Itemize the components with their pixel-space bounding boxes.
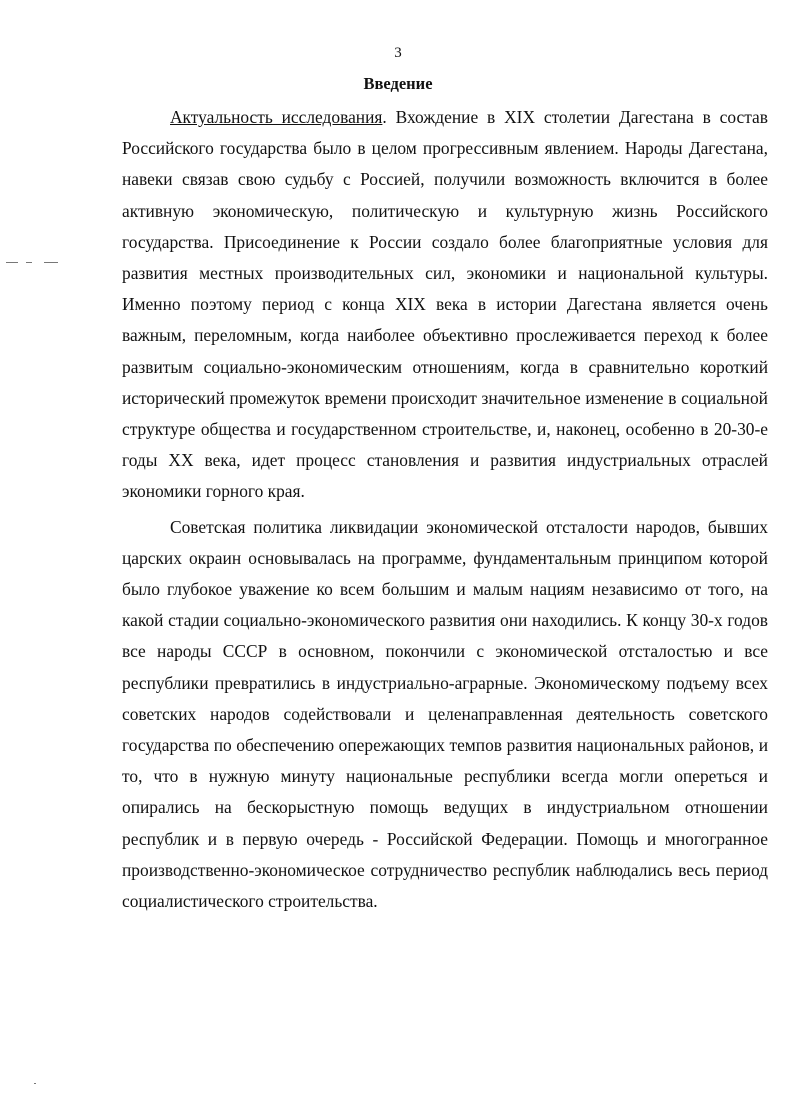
- paragraph-text: Советская политика ликвидации экономической отсталости народов, бывших царских окраин основывалась на программе, фундаментальным принципом которой было глубокое уважение ко всем большим и малым нациям независимо от того, на какой стадии социально-экономического развития они находились. К концу 30-х годов все народы СССР в основном, покончили с экономической отсталостью и все республики превратились в индустриально-аграрные. Экономическому подъему всех советских народов содействовали и целенаправленная деятельность советского государства по обеспечению опережающих темпов развития национальных районов, и то, что в нужную минуту национальные республики всегда могли опереться и опирались на бескорыстную помощь ведущих в индустриальном отношении республик и в первую очередь - Российской Федерации. Помощь и многогранное производственно-экономическое сотрудничество республик наблюдались весь период социалистического строительства.: [122, 516, 768, 912]
- paragraph-text: . Вхождение в XIX столетии Дагестана в состав Российского государства было в целом прогрессивным явлением. Народы Дагестана, навеки связав свою судьбу с Россией, получили возможность включится в более активную экономическую, политическую и культурную жизнь Российского государства. Присоединение к России создало более благоприятные условия для развития местных производительных сил, экономики и национальной культуры. Именно поэтому период с конца XIX века в истории Дагестана является очень важным, переломным, когда наиболее объективно прослеживается переход к более развитым социально-экономическим отношениям, когда в сравнительно короткий исторический промежуток времени происходит значительное изменение в социальной структуре общества и государственном строительстве, и, наконец, особенно в 20-30-е годы XX века, идет процесс становления и развития индустриальных отраслей экономики горного края.: [122, 107, 768, 502]
- scan-artifact-mark: [34, 1083, 36, 1084]
- scan-artifact-mark: [44, 262, 58, 263]
- paragraph-lead-heading: Актуальность исследования: [170, 107, 383, 127]
- scan-artifact-mark: [26, 262, 32, 263]
- page-number: 3: [394, 45, 402, 61]
- document-body: [122, 102, 768, 917]
- scan-artifact-mark: [6, 262, 18, 263]
- paragraph-relevance: [122, 102, 768, 508]
- page-title: Введение: [363, 74, 433, 93]
- paragraph-soviet-policy: [122, 512, 768, 918]
